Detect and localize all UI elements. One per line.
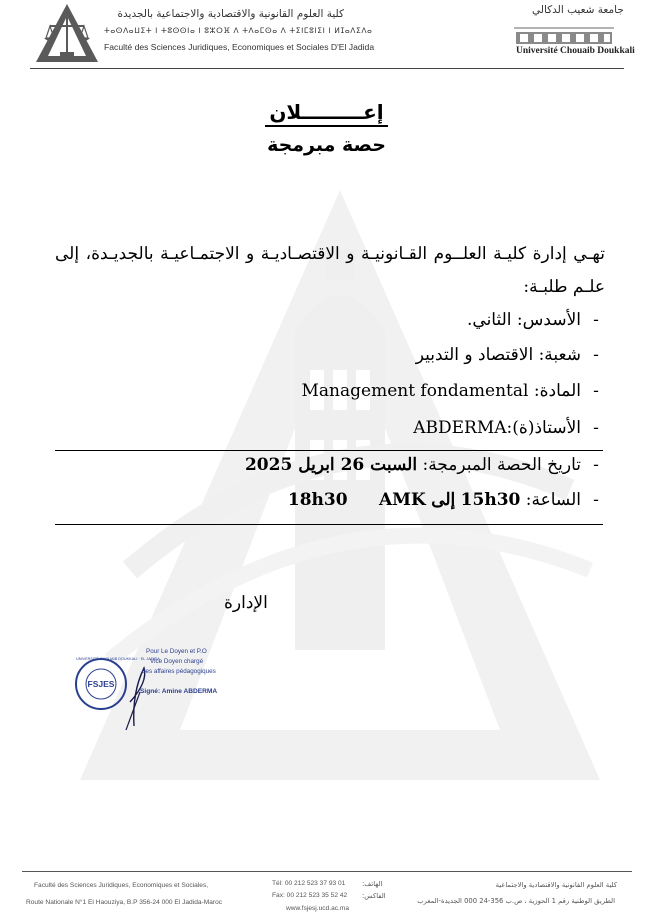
list-item-subject: -المادة: Management fondamental	[301, 381, 599, 401]
official-stamp	[74, 642, 234, 730]
stamp-signer: Signé: Amine ABDERMA	[140, 688, 218, 695]
list-item-track: -شعبة: الاقتصاد و التدبير	[415, 345, 599, 365]
session-date-value: السبت 26 ابريل 2025	[244, 455, 418, 475]
footer-phone: Tél: 00 212 523 37 93 01	[272, 880, 346, 887]
time-to: 18h30	[287, 490, 348, 510]
list-item-professor: -الأستاذ(ة):ABDERMA	[413, 418, 599, 438]
session-rule-top	[55, 450, 603, 451]
professor-value: ABDERMA	[413, 418, 507, 438]
session-rule-bottom	[55, 524, 603, 525]
footer-address-line-1: Faculté des Sciences Juridiques, Economiques et Sociales,	[34, 882, 209, 889]
room-value: AMK	[378, 490, 426, 510]
stamp-line-1: Pour Le Doyen et P.O	[146, 648, 207, 655]
footer-divider	[22, 871, 632, 872]
stamp-line-2: Vice Doyen chargé	[150, 658, 204, 665]
university-name-french: Université Chouaib Doukkali	[516, 46, 635, 56]
university-logo	[504, 12, 624, 46]
university-name-arabic: جامعة شعيب الدكالي	[532, 4, 624, 16]
announcement-subtitle: حصة مبرمجة	[267, 134, 386, 156]
faculty-name-tifinagh: ⵜⴰⵙⴷⴰⵡⵉⵜ ⵏ ⵜⵓⵙⵙⵏⴰ ⵏ ⵓⵣⵔⴼ ⴷ ⵜⴷⴰⵎⵙⴰ ⴷ ⵜⵉⵏⵎⵓⵏⵉⵏ ⵏ ⵍⵊⴰⴷⵉⴷⴰ	[104, 26, 373, 35]
stamp-line-3: des affaires pédagogiques	[142, 668, 216, 675]
seal-center-text: FSJES	[87, 679, 115, 689]
intro-paragraph: تهـي إدارة كليـة العلــوم القـانونيـة و الاقتصـاديـة و الاجتمـاعيـة بالجديـدة، إلى علـم طلبـة:	[55, 244, 605, 297]
footer-arabic-line-2: الطريق الوطنية رقم 1 الحوزية ، ص.ب 356-24 000 الجديدة-المغرب	[417, 897, 615, 905]
list-item-semester: -الأسدس: الثاني.	[467, 310, 599, 330]
subject-value: Management fondamental	[301, 381, 529, 401]
administration-signature: الإدارة	[224, 593, 268, 613]
header-divider	[30, 68, 624, 69]
time-separator: إلى	[431, 490, 456, 510]
announcement-title: إعـــــــــلان	[0, 100, 653, 124]
session-date: -تاريخ الحصة المبرمجة: السبت 26 ابريل 2025	[244, 455, 599, 475]
faculty-logo	[32, 2, 102, 64]
footer-website: www.fsjesj.ucd.ac.ma	[286, 905, 350, 912]
footer-fax-label: الفاكس:	[362, 892, 386, 900]
footer-arabic-line-1: كلية العلوم القانونية والاقتصادية والاجتماعية	[495, 881, 617, 889]
footer-phone-label: الهاتف:	[362, 880, 383, 888]
footer-address-line-2: Route Nationale N°1 El Haouziya, B.P 356-24 000 El Jadida-Maroc	[26, 899, 223, 906]
faculty-name-french: Faculté des Sciences Juridiques, Economiques et Sociales D'El Jadida	[104, 42, 375, 52]
footer-fax: Fax: 00 212 523 35 52 42	[272, 892, 348, 899]
faculty-name-arabic: كلية العلوم القانونية والاقتصادية والاجتماعية بالجديدة	[117, 8, 344, 20]
seal-ring-text: UNIVERSITÉ CHOUAIB DOUKKALI · EL JADIDA	[76, 657, 160, 661]
session-time: -الساعة: 15h30 إلى 18h30 AMK	[287, 490, 599, 510]
time-from: 15h30	[460, 490, 521, 510]
